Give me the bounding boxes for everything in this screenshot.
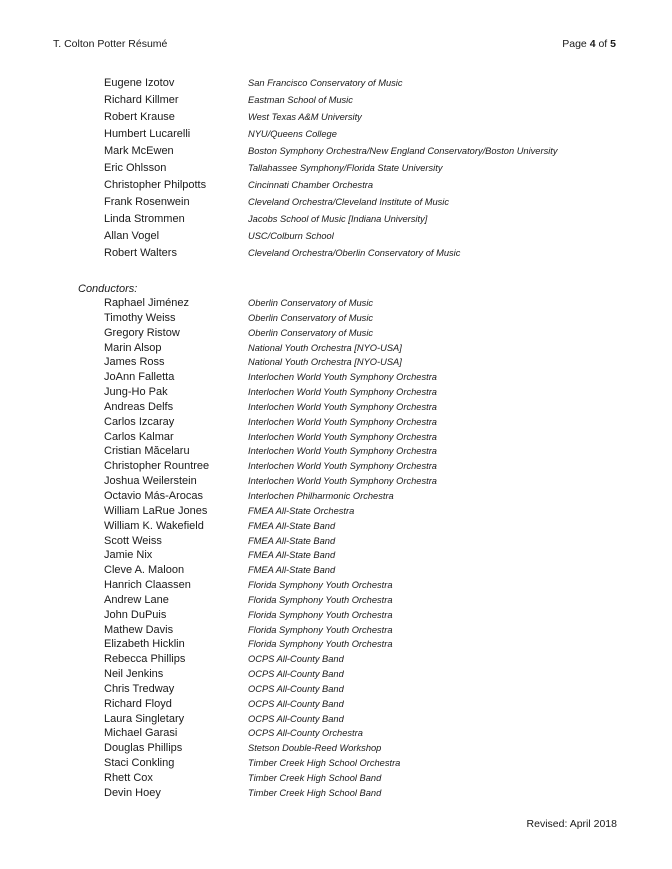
teacher-row [104, 179, 558, 196]
conductor-row [104, 520, 437, 535]
institution: FMEA All-State Band [248, 565, 336, 576]
conductor-row [104, 609, 437, 624]
person-name: Rebecca Phillips [104, 653, 186, 666]
person-name: Robert Walters [104, 247, 177, 259]
conductor-row [104, 683, 437, 698]
person-name: Cleve A. Maloon [104, 564, 185, 577]
person-name: William K. Wakefield [104, 519, 204, 532]
teacher-row [104, 77, 558, 94]
conductor-row [104, 535, 437, 550]
document-header-title: T. Colton Potter Résumé [53, 38, 168, 50]
institution: NYU/Queens College [248, 129, 337, 139]
institution: Cleveland Orchestra/Oberlin Conservatory of Music [248, 248, 461, 258]
conductor-row [104, 757, 437, 772]
person-name: John DuPuis [104, 608, 167, 621]
page-total: 5 [610, 38, 616, 50]
person-name: Neil Jenkins [104, 668, 164, 681]
institution: Interlochen World Youth Symphony Orchestra [248, 431, 437, 442]
institution: Cleveland Orchestra/Cleveland Institute of Music [248, 197, 450, 207]
institution: Eastman School of Music [248, 95, 353, 105]
teacher-row [104, 247, 558, 264]
person-name: Richard Floyd [104, 697, 172, 710]
conductor-row [104, 742, 437, 757]
institution: Oberlin Conservatory of Music [248, 298, 374, 308]
page-number [562, 38, 616, 50]
institution: Boston Symphony Orchestra/New England Conservatory/Boston University [248, 146, 558, 156]
person-name: Mark McEwen [104, 145, 174, 157]
conductor-row [104, 727, 437, 742]
person-name: Cristian Măcelaru [104, 445, 190, 458]
person-name: Hanrich Claassen [104, 579, 191, 592]
teacher-row [104, 94, 558, 111]
person-name: Devin Hoey [104, 786, 161, 799]
teachers-list [104, 77, 558, 264]
person-name: Marin Alsop [104, 341, 162, 354]
conductors-heading: Conductors: [78, 283, 138, 295]
conductor-row [104, 401, 437, 416]
person-name: Chris Tredway [104, 682, 175, 695]
person-name: James Ross [104, 356, 165, 369]
person-name: Christopher Rountree [104, 460, 210, 473]
institution: FMEA All-State Band [248, 550, 336, 561]
conductor-row [104, 787, 437, 802]
person-name: Carlos Kalmar [104, 430, 174, 443]
person-name: Mathew Davis [104, 623, 174, 636]
conductor-row [104, 371, 437, 386]
teacher-row [104, 145, 558, 162]
person-name: Staci Conkling [104, 757, 175, 770]
person-name: Raphael Jiménez [104, 297, 189, 309]
institution: Florida Symphony Youth Orchestra [248, 639, 393, 650]
institution: OCPS All-County Orchestra [248, 728, 363, 739]
institution: Interlochen Philharmonic Orchestra [248, 490, 394, 501]
person-name: Michael Garasi [104, 727, 178, 740]
conductor-row [104, 431, 437, 446]
person-name: Timothy Weiss [104, 311, 176, 324]
teacher-row [104, 128, 558, 145]
conductors-list [104, 297, 437, 802]
institution: Interlochen World Youth Symphony Orchestra [248, 401, 437, 412]
person-name: Octavio Más-Arocas [104, 489, 204, 502]
institution: OCPS All-County Band [248, 654, 344, 665]
teacher-row [104, 196, 558, 213]
institution: National Youth Orchestra [NYO-USA] [248, 357, 402, 368]
institution: Interlochen World Youth Symphony Orchestra [248, 416, 437, 427]
person-name: Jamie Nix [104, 549, 153, 562]
institution: Interlochen World Youth Symphony Orchestra [248, 476, 437, 487]
person-name: Frank Rosenwein [104, 196, 190, 208]
institution: OCPS All-County Band [248, 698, 344, 709]
institution: Florida Symphony Youth Orchestra [248, 580, 393, 591]
institution: Jacobs School of Music [Indiana University] [248, 214, 428, 224]
conductor-row [104, 490, 437, 505]
conductor-row [104, 579, 437, 594]
conductor-row [104, 772, 437, 787]
institution: FMEA All-State Band [248, 535, 336, 546]
person-name: Eugene Izotov [104, 77, 175, 89]
institution: Timber Creek High School Band [248, 787, 382, 798]
institution: Interlochen World Youth Symphony Orchestra [248, 461, 437, 472]
teacher-row [104, 162, 558, 179]
institution: Interlochen World Youth Symphony Orchestra [248, 372, 437, 383]
conductor-row [104, 653, 437, 668]
institution: FMEA All-State Band [248, 520, 336, 531]
institution: West Texas A&M University [248, 112, 362, 122]
person-name: Carlos Izcaray [104, 415, 175, 428]
conductor-row [104, 564, 437, 579]
page-current: 4 [589, 38, 596, 50]
person-name: William LaRue Jones [104, 504, 208, 517]
conductor-row [104, 549, 437, 564]
conductor-row [104, 342, 437, 357]
teacher-row [104, 111, 558, 128]
conductor-row [104, 638, 437, 653]
institution: National Youth Orchestra [NYO-USA] [248, 342, 402, 353]
conductor-row [104, 327, 437, 342]
conductor-row [104, 698, 437, 713]
page-of-label: of [598, 38, 608, 50]
conductor-row [104, 356, 437, 371]
teacher-row [104, 230, 558, 247]
person-name: Jung-Ho Pak [104, 386, 168, 399]
institution: Cincinnati Chamber Orchestra [248, 180, 374, 190]
conductor-row [104, 297, 437, 312]
person-name: Rhett Cox [104, 772, 153, 784]
institution: Oberlin Conservatory of Music [248, 327, 374, 338]
person-name: Andreas Delfs [104, 400, 174, 413]
person-name: Linda Strommen [104, 213, 185, 225]
conductor-row [104, 475, 437, 490]
institution: Timber Creek High School Orchestra [248, 758, 401, 769]
person-name: Robert Krause [104, 111, 175, 123]
institution: Timber Creek High School Band [248, 773, 382, 783]
person-name: Humbert Lucarelli [104, 128, 191, 140]
institution: OCPS All-County Band [248, 669, 344, 680]
conductor-row [104, 416, 437, 431]
conductor-row [104, 460, 437, 475]
person-name: Gregory Ristow [104, 326, 180, 339]
institution: Florida Symphony Youth Orchestra [248, 594, 393, 605]
institution: USC/Colburn School [248, 231, 334, 241]
person-name: Joshua Weilerstein [104, 475, 197, 488]
person-name: Allan Vogel [104, 230, 160, 242]
conductor-row [104, 668, 437, 683]
person-name: Christopher Philpotts [104, 179, 207, 191]
institution: Interlochen World Youth Symphony Orchestra [248, 446, 437, 457]
teacher-row [104, 213, 558, 230]
conductor-row [104, 386, 437, 401]
institution: San Francisco Conservatory of Music [248, 78, 403, 88]
conductor-row [104, 594, 437, 609]
institution: Oberlin Conservatory of Music [248, 312, 374, 323]
institution: Stetson Double-Reed Workshop [248, 743, 382, 754]
institution: FMEA All-State Orchestra [248, 505, 355, 516]
revision-date: Revised: April 2018 [526, 818, 617, 830]
institution: Tallahassee Symphony/Florida State University [248, 163, 443, 173]
institution: OCPS All-County Band [248, 713, 344, 724]
conductor-row [104, 624, 437, 639]
institution: Florida Symphony Youth Orchestra [248, 609, 393, 620]
person-name: Laura Singletary [104, 712, 185, 725]
person-name: Scott Weiss [104, 534, 162, 547]
conductor-row [104, 505, 437, 520]
institution: OCPS All-County Band [248, 683, 344, 694]
page-label: Page [562, 38, 587, 50]
person-name: Douglas Phillips [104, 742, 183, 755]
person-name: Andrew Lane [104, 593, 169, 606]
person-name: JoAnn Falletta [104, 371, 175, 384]
institution: Florida Symphony Youth Orchestra [248, 624, 393, 635]
conductor-row [104, 312, 437, 327]
person-name: Elizabeth Hicklin [104, 638, 185, 651]
person-name: Richard Killmer [104, 94, 179, 106]
conductor-row [104, 713, 437, 728]
person-name: Eric Ohlsson [104, 162, 167, 174]
conductor-row [104, 445, 437, 460]
institution: Interlochen World Youth Symphony Orchestra [248, 387, 437, 398]
